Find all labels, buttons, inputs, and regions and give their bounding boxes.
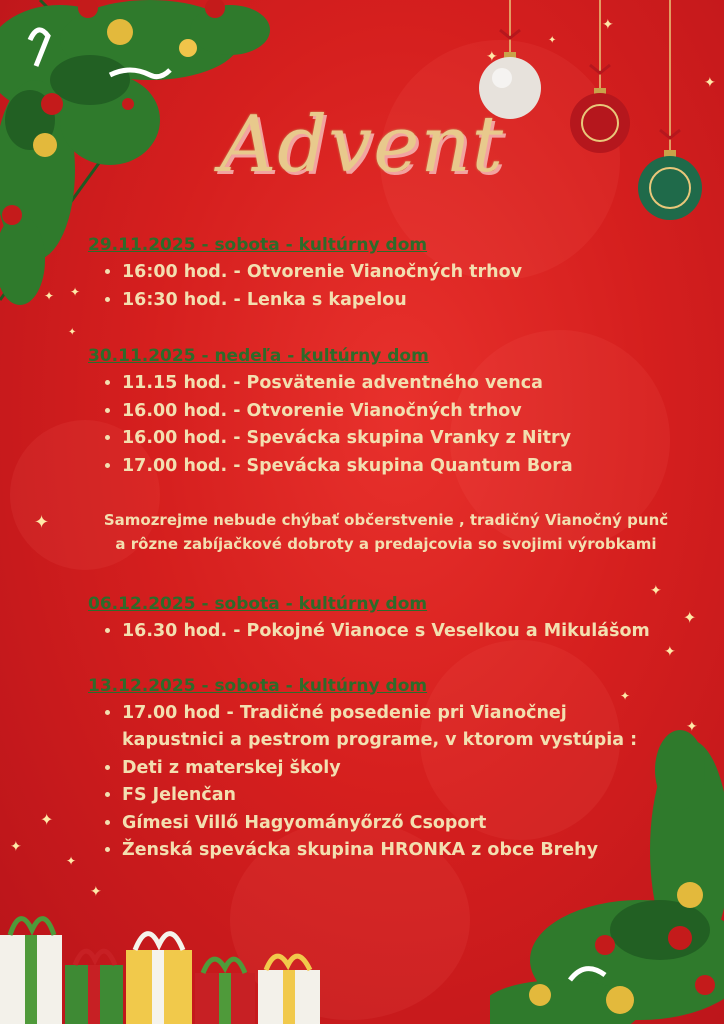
list-item: • 11.15 hod. - Posvätenie adventného venca (122, 370, 688, 398)
list-item: • 17.00 hod. - Spevácka skupina Quantum Bora (122, 453, 688, 481)
sparkle-star-icon: ✦ (686, 719, 698, 735)
list-item: • 16.30 hod. - Pokojné Vianoce s Veselkou a Mikulášom (122, 618, 688, 646)
list-item: • 16:30 hod. - Lenka s kapelou (122, 287, 688, 315)
event-date: 06.12.2025 - sobota - kultúrny dom (88, 594, 428, 614)
event-section (88, 592, 688, 646)
sparkle-star-icon: ✦ (68, 327, 77, 338)
sparkle-star-icon: ✦ (486, 49, 498, 65)
sparkle-star-icon: ✦ (40, 810, 54, 829)
list-item: • Ženská spevácka skupina HRONKA z obce Brehy (122, 837, 662, 865)
sparkle-star-icon: ✦ (704, 75, 716, 91)
sparkle-star-icon: ✦ (548, 35, 557, 46)
gift-boxes-icon (0, 905, 330, 1024)
sparkle-star-icon: ✦ (602, 17, 614, 33)
event-program (88, 233, 688, 887)
sparkle-star-icon: ✦ (10, 839, 22, 855)
event-section (88, 674, 688, 865)
event-date: 29.11.2025 - sobota - kultúrny dom (88, 235, 428, 255)
sparkle-star-icon: ✦ (650, 583, 662, 599)
sparkle-star-icon: ✦ (66, 854, 77, 868)
list-item: • FS Jelenčan (122, 782, 662, 810)
sparkle-star-icon: ✦ (683, 608, 697, 627)
list-item: • 17.00 hod - Tradičné posedenie pri Vianočnej kapustnici a pestrom programe, v ktorom vystúpia : (122, 700, 662, 755)
refreshments-note (76, 508, 696, 556)
event-date: 30.11.2025 - nedeľa - kultúrny dom (88, 346, 429, 366)
sparkle-star-icon: ✦ (90, 884, 102, 900)
sparkle-star-icon: ✦ (34, 512, 50, 533)
sparkle-star-icon: ✦ (664, 644, 676, 660)
list-item: • Deti z materskej školy (122, 755, 662, 783)
list-item: • 16.00 hod. - Otvorenie Vianočných trhov (122, 398, 688, 426)
page-title: Advent (219, 100, 505, 190)
event-section (88, 344, 688, 480)
event-list (88, 700, 662, 865)
note-line: a rôzne zabíjačkové dobroty a predajcovia so svojimi výrobkami (115, 535, 657, 553)
list-item: • 16.00 hod. - Spevácka skupina Vranky z Nitry (122, 425, 688, 453)
event-date: 13.12.2025 - sobota - kultúrny dom (88, 675, 428, 696)
event-list (88, 370, 688, 480)
list-item: • Gímesi Villő Hagyományőrző Csoport (122, 810, 662, 838)
sparkle-star-icon: ✦ (620, 689, 631, 703)
event-section (88, 233, 688, 314)
sparkle-star-icon: ✦ (70, 285, 81, 299)
event-list (88, 259, 688, 314)
list-item: • 16:00 hod. - Otvorenie Vianočných trhov (122, 259, 688, 287)
note-line: Samozrejme nebude chýbať občerstvenie , tradičný Vianočný punč (103, 511, 669, 529)
sparkle-star-icon: ✦ (44, 289, 55, 303)
event-list (88, 618, 688, 646)
